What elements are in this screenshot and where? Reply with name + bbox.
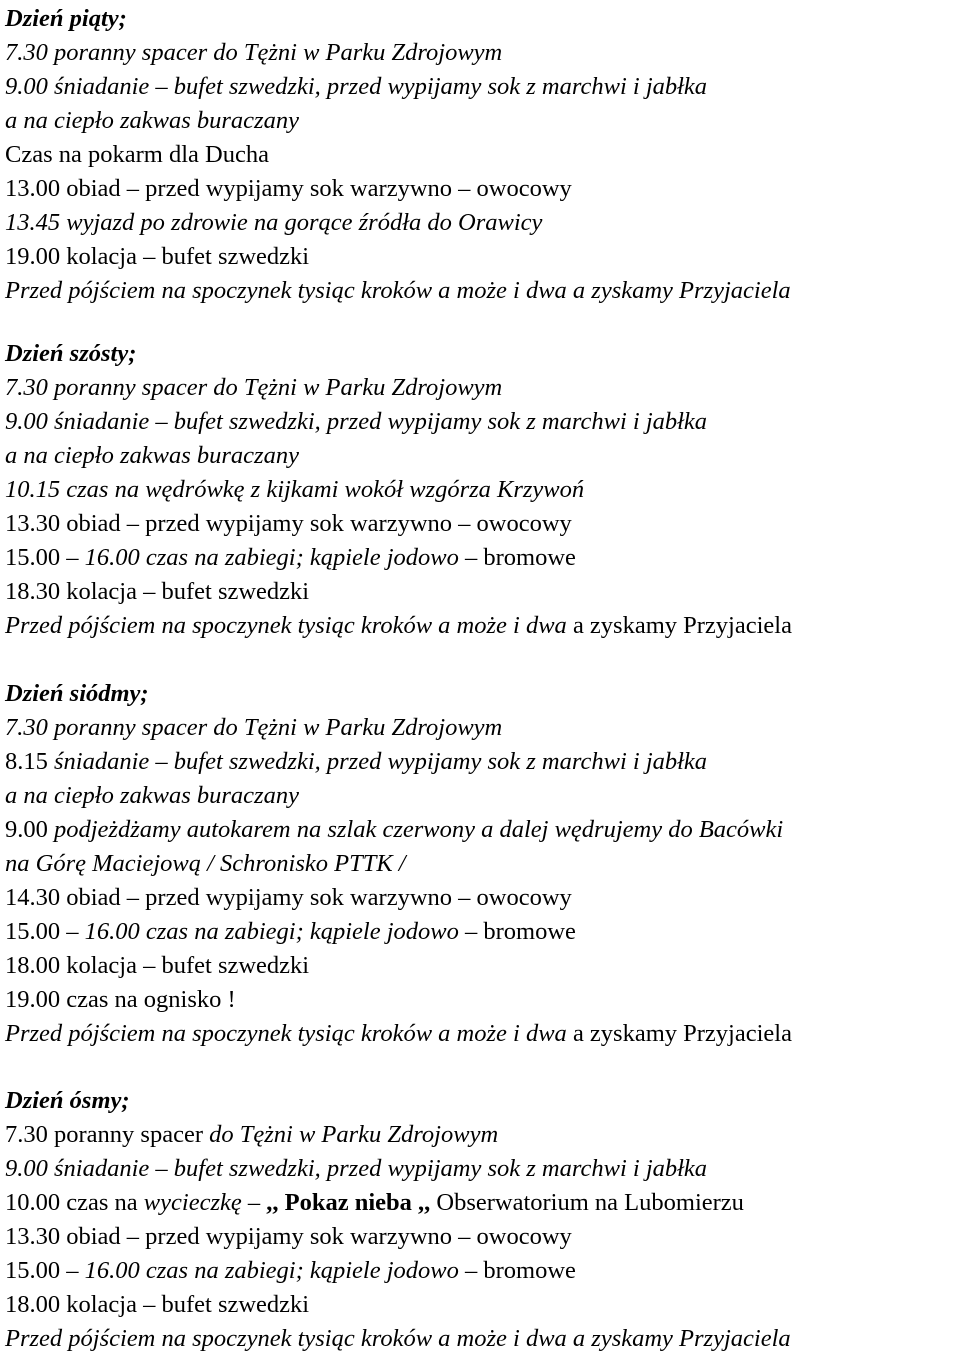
schedule-line: [5, 813, 960, 847]
line-segment: podjeżdżamy autokarem na szlak czerwony a dalej wędrujemy do Bacówki: [54, 816, 784, 843]
schedule-line: [5, 983, 960, 1017]
line-segment: 15.00 –: [5, 1257, 85, 1284]
line-segment: 19.00 czas na ognisko !: [5, 986, 236, 1013]
line-segment: 7.30 poranny spacer do Tężni w Parku Zdrojowym: [5, 374, 503, 401]
line-segment: 13.45 wyjazd po zdrowie na gorące źródła do Orawicy: [5, 209, 543, 236]
schedule-line: [5, 541, 960, 575]
schedule-line: [5, 779, 960, 813]
schedule-line: [5, 847, 960, 881]
line-segment: 10.15 czas na wędrówkę z kijkami wokół wzgórza Krzywoń: [5, 476, 585, 503]
line-segment: a zyskamy Przyjaciela: [572, 612, 792, 639]
line-segment: Obserwatorium na Lubomierzu: [430, 1189, 744, 1216]
day-heading: Dzień siódmy;: [5, 680, 149, 707]
schedule-line: [5, 745, 960, 779]
line-segment: ,, Pokaz nieba ,,: [266, 1189, 431, 1216]
line-segment: 16.00 czas na zabiegi; kąpiele jodowo –: [84, 1257, 484, 1284]
schedule-line: [5, 439, 960, 473]
schedule-line: [5, 405, 960, 439]
schedule-line: [5, 1118, 960, 1152]
line-segment: 16.00 czas na zabiegi; kąpiele jodowo –: [84, 544, 484, 571]
schedule-line: [5, 575, 960, 609]
line-segment: Przed pójściem na spoczynek tysiąc kroków a może i dwa: [5, 612, 573, 639]
line-segment: 14.30 obiad – przed wypijamy sok warzywno – owocowy: [5, 884, 572, 911]
schedule-line: [5, 274, 960, 308]
schedule-line: [5, 1152, 960, 1186]
day-section: [5, 1084, 960, 1356]
schedule-line: [5, 881, 960, 915]
line-segment: 15.00 –: [5, 544, 85, 571]
schedule-line: [5, 1288, 960, 1322]
schedule-line: [5, 104, 960, 138]
line-segment: a na ciepło zakwas buraczany: [5, 782, 299, 809]
schedule-line: [5, 172, 960, 206]
line-segment: 10.00 czas na: [5, 1189, 144, 1216]
schedule-line: [5, 36, 960, 70]
schedule-line: [5, 711, 960, 745]
line-segment: śniadanie – bufet szwedzki, przed wypijamy sok z marchwi i jabłka: [54, 748, 708, 775]
day-section: [5, 2, 960, 308]
schedule-line: [5, 70, 960, 104]
schedule-line: [5, 609, 960, 643]
schedule-line: [5, 1220, 960, 1254]
day-section: [5, 677, 960, 1051]
line-segment: bromowe: [483, 1257, 576, 1284]
line-segment: 9.00: [5, 816, 54, 843]
line-segment: Przed pójściem na spoczynek tysiąc kroków a może i dwa a zyskamy Przyjaciela: [5, 1325, 791, 1352]
line-segment: Przed pójściem na spoczynek tysiąc kroków a może i dwa: [5, 1020, 573, 1047]
schedule-line: [5, 1186, 960, 1220]
schedule-line: [5, 371, 960, 405]
line-segment: 15.00 –: [5, 918, 85, 945]
line-segment: na Górę Maciejową / Schronisko PTTK /: [5, 850, 406, 877]
schedule-line: [5, 1322, 960, 1356]
day-heading: Dzień piąty;: [5, 5, 127, 32]
line-segment: 9.00 śniadanie – bufet szwedzki, przed wypijamy sok z marchwi i jabłka: [5, 73, 708, 100]
schedule-line: [5, 915, 960, 949]
schedule-line: [5, 507, 960, 541]
line-segment: 7.30 poranny spacer: [5, 1121, 210, 1148]
schedule-line: [5, 949, 960, 983]
line-segment: 18.00 kolacja – bufet szwedzki: [5, 952, 310, 979]
line-segment: Przed pójściem na spoczynek tysiąc kroków a może i dwa a zyskamy Przyjaciela: [5, 277, 791, 304]
line-segment: 9.00 śniadanie – bufet szwedzki, przed wypijamy sok z marchwi i jabłka: [5, 408, 708, 435]
schedule-line: [5, 1017, 960, 1051]
line-segment: 13.00 obiad – przed wypijamy sok warzywno – owocowy: [5, 175, 572, 202]
day-section: [5, 337, 960, 643]
schedule-line: [5, 138, 960, 172]
line-segment: 7.30 poranny spacer do Tężni w Parku Zdrojowym: [5, 39, 503, 66]
schedule-line: [5, 240, 960, 274]
day-heading: Dzień ósmy;: [5, 1087, 130, 1114]
line-segment: 7.30 poranny spacer do Tężni w Parku Zdrojowym: [5, 714, 503, 741]
line-segment: 19.00 kolacja – bufet szwedzki: [5, 243, 310, 270]
line-segment: 13.30 obiad – przed wypijamy sok warzywno – owocowy: [5, 510, 572, 537]
line-segment: 18.00 kolacja – bufet szwedzki: [5, 1291, 310, 1318]
line-segment: 13.30 obiad – przed wypijamy sok warzywno – owocowy: [5, 1223, 572, 1250]
line-segment: 9.00 śniadanie – bufet szwedzki, przed wypijamy sok z marchwi i jabłka: [5, 1155, 708, 1182]
line-segment: a zyskamy Przyjaciela: [572, 1020, 792, 1047]
line-segment: do Tężni w Parku Zdrojowym: [209, 1121, 499, 1148]
line-segment: 8.15: [5, 748, 54, 775]
day-heading: Dzień szósty;: [5, 340, 137, 367]
line-segment: Czas na pokarm dla Ducha: [5, 141, 269, 168]
schedule-line: [5, 473, 960, 507]
line-segment: a na ciepło zakwas buraczany: [5, 107, 299, 134]
schedule-line: [5, 1254, 960, 1288]
line-segment: a na ciepło zakwas buraczany: [5, 442, 299, 469]
line-segment: –: [241, 1189, 267, 1216]
schedule-line: [5, 206, 960, 240]
line-segment: bromowe: [483, 544, 576, 571]
line-segment: 16.00 czas na zabiegi; kąpiele jodowo –: [84, 918, 484, 945]
line-segment: bromowe: [483, 918, 576, 945]
line-segment: 18.30 kolacja – bufet szwedzki: [5, 578, 310, 605]
line-segment: wycieczkę: [143, 1189, 242, 1216]
